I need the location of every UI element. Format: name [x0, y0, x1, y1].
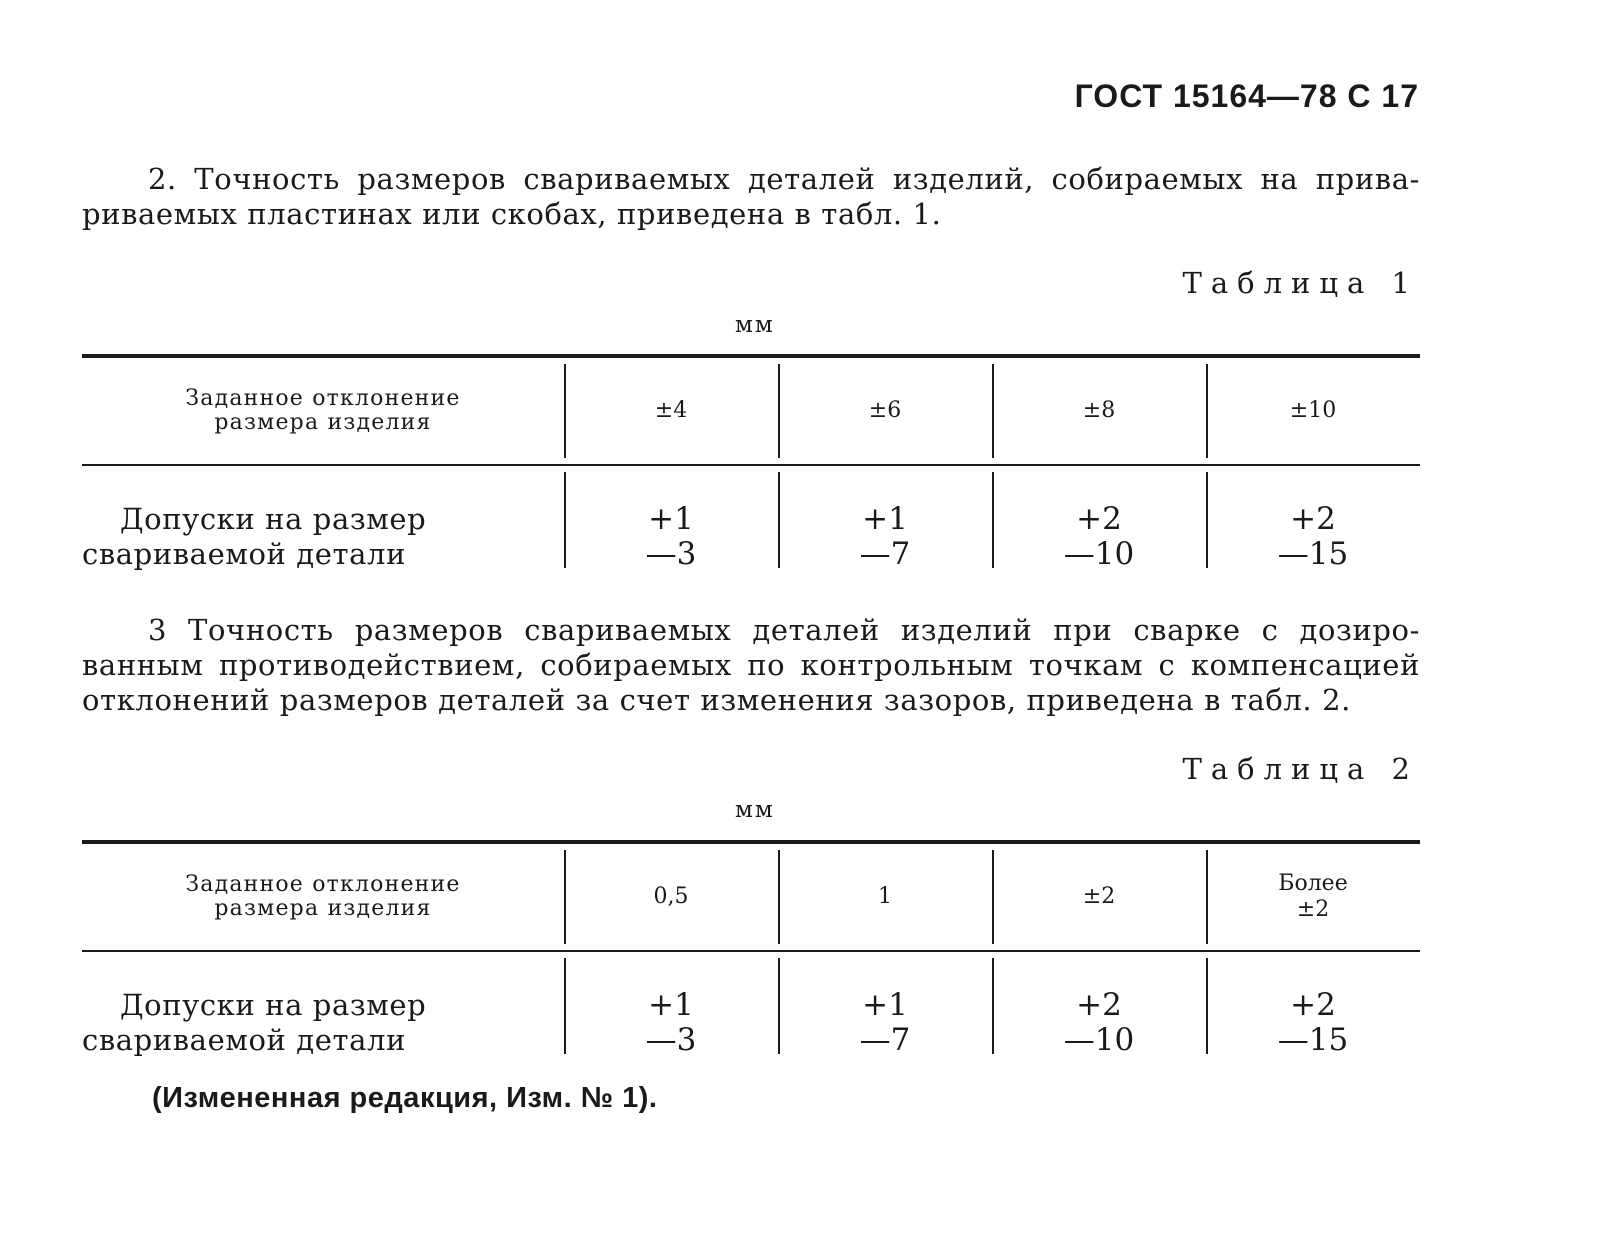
paragraph-3-line-1: 3 Точность размеров свариваемых деталей изделий при сварке с дозиро-: [148, 613, 1420, 647]
table-1-deviation-cell: ±8: [992, 358, 1206, 464]
table-1-tolerance-cell: +2 —15: [1206, 466, 1420, 574]
table-1-tolerance-row: [82, 466, 1420, 574]
table-2-tolerance-cell: +2 —10: [992, 952, 1206, 1060]
table-1-deviation-cell: ±4: [564, 358, 778, 464]
paragraph-2-line-1: 2. Точность размеров свариваемых деталей изделий, собираемых на прива-: [148, 162, 1420, 196]
table-1-tolerance-cell: +1 —3: [564, 466, 778, 574]
table-1-unit: мм: [735, 312, 775, 338]
table-2-tolerance-label: Допуски на размер свариваемой детали: [82, 988, 427, 1057]
table-2-deviation-cell-more: Более ±2: [1206, 844, 1420, 950]
paragraph-2-line-2: риваемых пластинах или скобах, приведена в табл. 1.: [82, 197, 942, 231]
paragraph-3: [82, 613, 1420, 718]
table-1-caption: Таблица 1: [1182, 266, 1419, 300]
table-2-row-label: Заданное отклонение размера изделия: [185, 872, 461, 921]
table-1-deviation-cell: ±6: [778, 358, 992, 464]
table-2-header-row: [82, 844, 1420, 952]
page-header: ГОСТ 15164—78 С 17: [1074, 78, 1419, 114]
table-2-unit: мм: [735, 797, 775, 823]
table-1: [82, 354, 1420, 574]
table-2-caption: Таблица 2: [1182, 752, 1419, 786]
table-2-tolerance-cell: +1 —3: [564, 952, 778, 1060]
revision-note: (Измененная редакция, Изм. № 1).: [152, 1082, 658, 1114]
table-1-row-label: Заданное отклонение размера изделия: [185, 386, 461, 435]
table-2-deviation-cell: ±2: [992, 844, 1206, 950]
table-2-tolerance-cell: +1 —7: [778, 952, 992, 1060]
paragraph-3-line-2: ванным противодействием, собираемых по контрольным точкам с компенсацией: [82, 648, 1420, 682]
table-1-tolerance-cell: +2 —10: [992, 466, 1206, 574]
table-1-header-row: [82, 358, 1420, 466]
table-1-tolerance-label: Допуски на размер свариваемой детали: [82, 502, 427, 571]
table-1-deviation-cell: ±10: [1206, 358, 1420, 464]
table-2: [82, 840, 1420, 1060]
table-2-deviation-cell: 0,5: [564, 844, 778, 950]
table-1-tolerance-cell: +1 —7: [778, 466, 992, 574]
table-2-deviation-cell: 1: [778, 844, 992, 950]
paragraph-2: [82, 162, 1420, 232]
paragraph-3-line-3: отклонений размеров деталей за счет изменения зазоров, приведена в табл. 2.: [82, 683, 1351, 717]
table-2-tolerance-row: [82, 952, 1420, 1060]
table-2-tolerance-cell: +2 —15: [1206, 952, 1420, 1060]
